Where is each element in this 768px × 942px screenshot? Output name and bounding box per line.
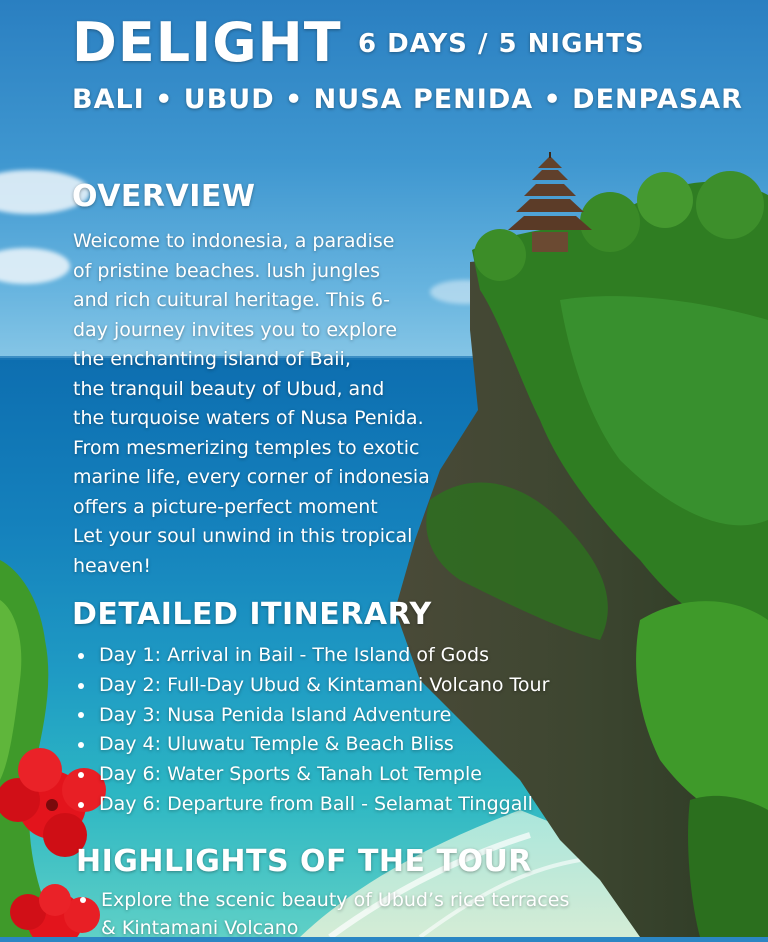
overview-line: Weicome to indonesia, a paradise (73, 230, 395, 252)
overview-line: and rich cuitural heritage. This 6- (73, 289, 390, 311)
highlight-item-continuation: & Kintamani Volcano (101, 917, 299, 939)
itinerary-list (74, 641, 549, 820)
overview-line: the tranquil beauty of Ubud, and (73, 377, 385, 400)
overview-line: marine life, every corner of indonesia (73, 466, 430, 488)
itinerary-item: Day 3: Nusa Penida Island Adventure (74, 701, 549, 731)
itinerary-item: Day 2: Full-Day Ubud & Kintamani Volcano Tour (74, 671, 549, 701)
highlights-heading: HIGHLIGHTS OF THE TOUR (76, 844, 532, 879)
overview-line: of pristine beaches. lush jungles (73, 259, 381, 282)
tour-duration: 6 DAYS / 5 NIGHTS (358, 29, 645, 59)
overview-line: From mesmerizing temples to exotic (73, 436, 420, 459)
itinerary-item: Day 6: Departure from Ball - Selamat Tinggall (74, 790, 549, 820)
overview-line: Let your soul unwind in this tropical (73, 525, 413, 547)
overview-text (73, 227, 453, 581)
tour-title: DELIGHT (72, 11, 342, 74)
tour-destinations: BALI • UBUD • NUSA PENIDA • DENPASAR (72, 84, 743, 115)
itinerary-item: Day 6: Water Sports & Tanah Lot Temple (74, 760, 549, 790)
highlights-list (76, 886, 569, 942)
overview-line: offers a picture-perfect moment (73, 495, 378, 518)
overview-line: the enchanting island of Baii, (73, 348, 351, 370)
overview-heading: OVERVIEW (72, 179, 256, 214)
itinerary-item: Day 4: Uluwatu Temple & Beach Bliss (74, 730, 549, 760)
highlight-item: Explore the scenic beauty of Ubud’s rice terraces (76, 886, 569, 914)
itinerary-heading: DETAILED ITINERARY (72, 597, 432, 632)
overview-line: day journey invites you to explore (73, 318, 398, 341)
overview-line: the turquoise waters of Nusa Penida. (73, 407, 424, 429)
overview-line: heaven! (73, 554, 151, 577)
itinerary-item: Day 1: Arrival in Bail - The Island of Gods (74, 641, 549, 671)
